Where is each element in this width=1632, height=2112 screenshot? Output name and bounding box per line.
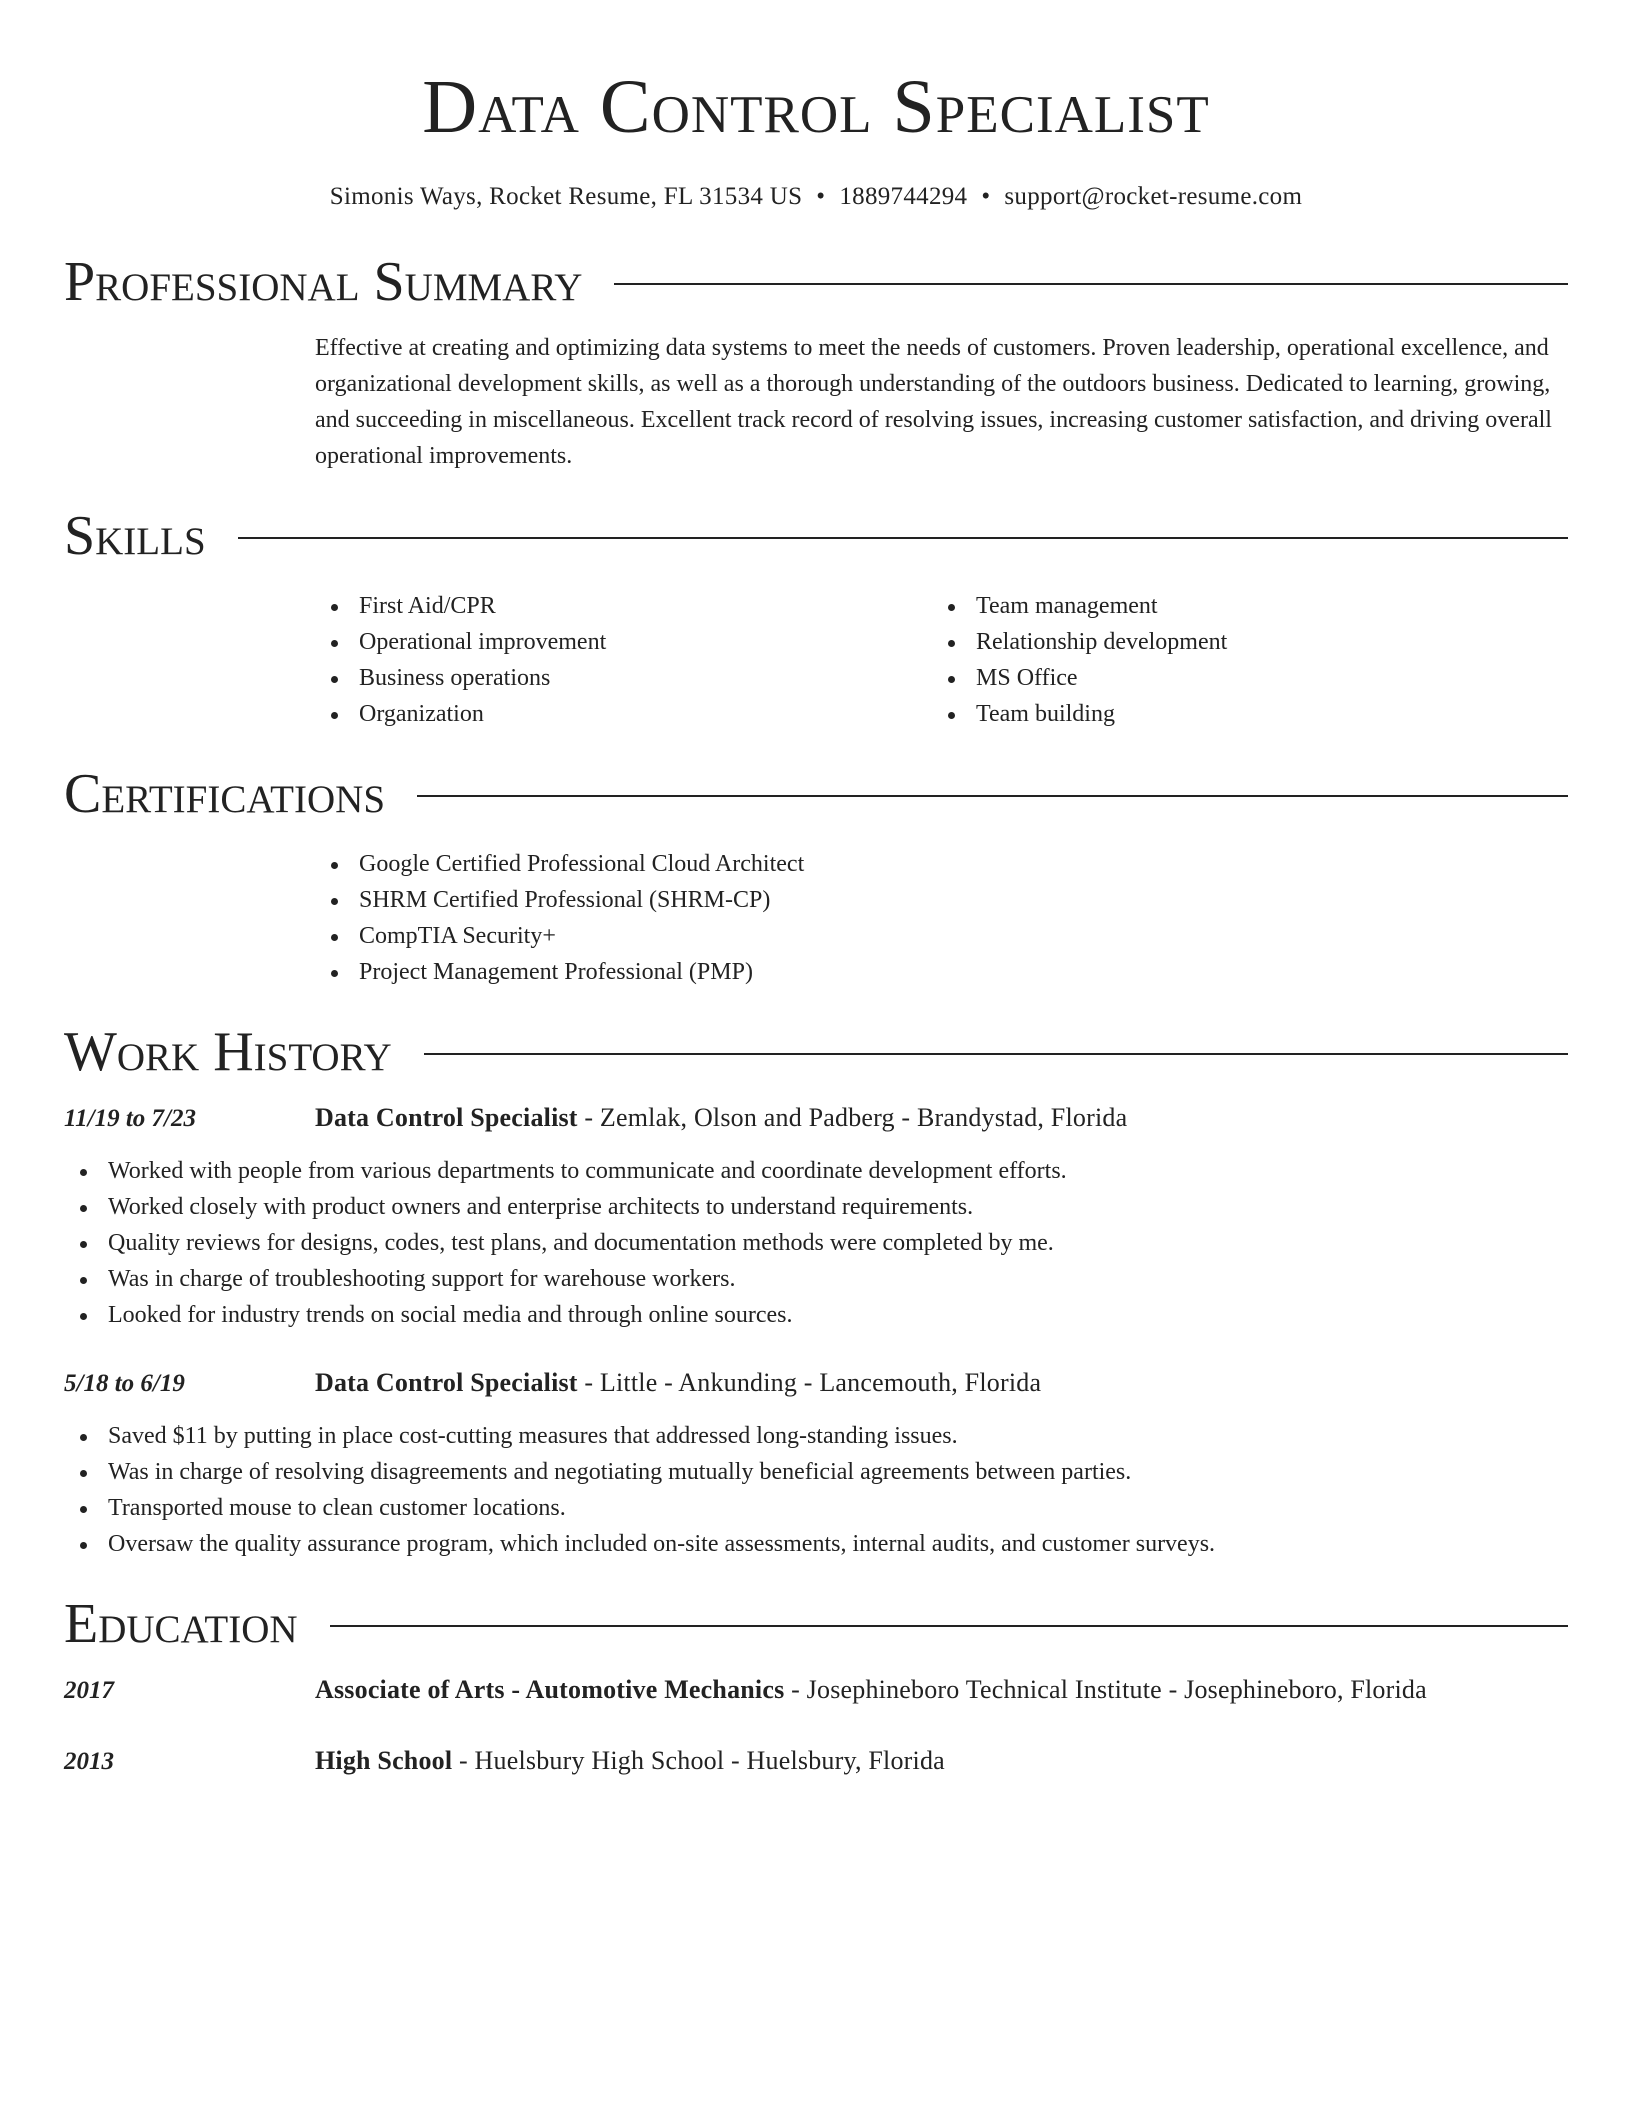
- skill-item: MS Office: [932, 660, 1568, 696]
- resume-page: [64, 0, 1568, 1780]
- job-bullet: Was in charge of troubleshooting support for warehouse workers.: [64, 1261, 1568, 1297]
- job-dates: 11/19 to 7/23: [64, 1105, 196, 1132]
- job-bullet: Worked with people from various departments to communicate and coordinate development efforts.: [64, 1153, 1568, 1189]
- work-heading: Work History: [64, 1021, 392, 1083]
- certification-item: Project Management Professional (PMP): [315, 954, 1568, 990]
- education-title-line: [315, 1672, 1427, 1708]
- job-title-line: [315, 1100, 1127, 1136]
- certifications-section: [315, 846, 1568, 990]
- job-header: [64, 1365, 1568, 1402]
- education-title-line: [315, 1743, 945, 1779]
- certification-item: Google Certified Professional Cloud Architect: [315, 846, 1568, 882]
- job-company: - Zemlak, Olson and Padberg - Brandystad, Florida: [577, 1103, 1128, 1132]
- education-school: - Huelsbury High School - Huelsbury, Florida: [452, 1746, 945, 1775]
- skills-heading: Skills: [64, 505, 206, 567]
- section-divider: [238, 537, 1568, 539]
- summary-section: [315, 330, 1568, 474]
- summary-text: Effective at creating and optimizing data systems to meet the needs of customers. Proven leadership, operational excellence, and organizational development skills, as well as a thorough understanding of the outdoors business. Dedicated to learning, growing, and succeeding in miscellaneous. Excellent track record of resolving issues, increasing customer satisfaction, and driving overall operational improvements.: [315, 335, 1552, 469]
- job-header: [64, 1100, 1568, 1137]
- education-degree: High School: [315, 1746, 453, 1775]
- job-bullet: Oversaw the quality assurance program, which included on-site assessments, internal audits, and customer surveys.: [64, 1526, 1568, 1562]
- section-divider: [424, 1053, 1568, 1055]
- education-heading: Education: [64, 1593, 298, 1655]
- skills-section-header: [64, 504, 1568, 568]
- job-bullet: Saved $11 by putting in place cost-cutting measures that addressed long-standing issues.: [64, 1418, 1568, 1454]
- work-section-header: [64, 1020, 1568, 1084]
- section-divider: [417, 795, 1568, 797]
- contact-line: [64, 180, 1568, 214]
- summary-heading: Professional Summary: [64, 251, 583, 313]
- section-divider: [330, 1625, 1568, 1627]
- summary-section-header: [64, 250, 1568, 314]
- job-bullets: [64, 1153, 1568, 1333]
- skill-item: First Aid/CPR: [315, 588, 932, 624]
- skill-item: Team building: [932, 696, 1568, 732]
- education-year: 2017: [64, 1677, 114, 1704]
- job-role: Data Control Specialist: [315, 1368, 578, 1397]
- contact-separator: •: [981, 183, 991, 210]
- contact-separator: •: [816, 183, 826, 210]
- skills-column-right: [932, 588, 1568, 732]
- certifications-heading: Certifications: [64, 763, 386, 825]
- job-entry: [64, 1365, 1568, 1562]
- education-entry: [64, 1672, 1568, 1709]
- job-bullets: [64, 1418, 1568, 1562]
- contact-email: support@rocket-resume.com: [1004, 183, 1303, 210]
- job-bullet: Worked closely with product owners and enterprise architects to understand requirements.: [64, 1189, 1568, 1225]
- skills-column-left: [315, 588, 932, 732]
- certifications-list: [315, 846, 1568, 990]
- job-role: Data Control Specialist: [315, 1103, 578, 1132]
- job-dates: 5/18 to 6/19: [64, 1370, 185, 1397]
- contact-phone: 1889744294: [839, 183, 968, 210]
- education-entry: [64, 1743, 1568, 1780]
- skill-item: Operational improvement: [315, 624, 932, 660]
- skill-item: Team management: [932, 588, 1568, 624]
- job-bullet: Was in charge of resolving disagreements and negotiating mutually beneficial agreements between parties.: [64, 1454, 1568, 1490]
- skill-item: Organization: [315, 696, 932, 732]
- certification-item: CompTIA Security+: [315, 918, 1568, 954]
- job-bullet: Looked for industry trends on social media and through online sources.: [64, 1297, 1568, 1333]
- education-year: 2013: [64, 1748, 114, 1775]
- candidate-name: Data Control Specialist: [422, 65, 1210, 149]
- job-entry: [64, 1100, 1568, 1333]
- education-degree: Associate of Arts - Automotive Mechanics: [315, 1675, 785, 1704]
- certification-item: SHRM Certified Professional (SHRM-CP): [315, 882, 1568, 918]
- skills-list: [315, 588, 1568, 732]
- education-section-header: [64, 1592, 1568, 1656]
- job-bullet: Quality reviews for designs, codes, test plans, and documentation methods were completed by me.: [64, 1225, 1568, 1261]
- job-company: - Little - Ankunding - Lancemouth, Florida: [577, 1368, 1042, 1397]
- skill-item: Relationship development: [932, 624, 1568, 660]
- job-title-line: [315, 1365, 1041, 1401]
- section-divider: [614, 283, 1568, 285]
- certifications-section-header: [64, 762, 1568, 826]
- job-bullet: Transported mouse to clean customer locations.: [64, 1490, 1568, 1526]
- education-school: - Josephineboro Technical Institute - Josephineboro, Florida: [784, 1675, 1427, 1704]
- skill-item: Business operations: [315, 660, 932, 696]
- contact-address: Simonis Ways, Rocket Resume, FL 31534 US: [329, 183, 803, 210]
